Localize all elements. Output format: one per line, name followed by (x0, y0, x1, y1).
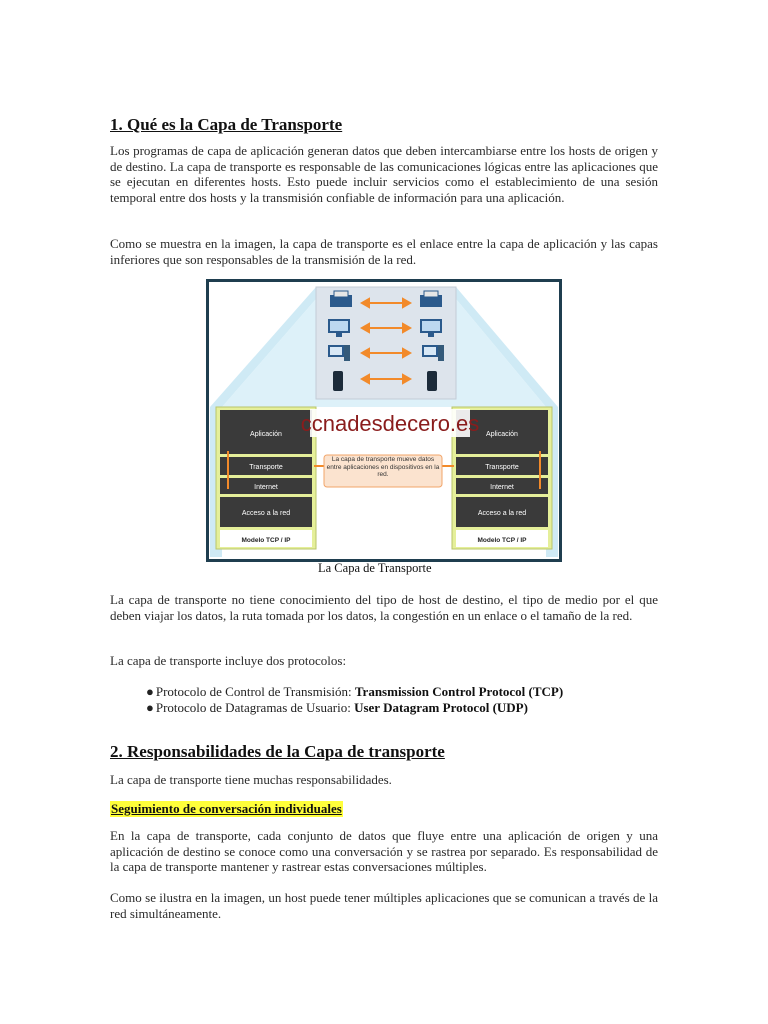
list-item-text: Protocolo de Control de Transmisión: (155, 684, 355, 699)
paragraph-2: Como se muestra en la imagen, la capa de transporte es el enlace entre la capa de aplicación y las capas inferiores que son responsables de la transmisión de la red. (110, 236, 658, 267)
list-item (146, 684, 563, 700)
paragraph-7: Como se ilustra en la imagen, un host puede tener múltiples aplicaciones que se comunican a través de la red simultáneamente. (110, 890, 658, 921)
figure-caption: La Capa de Transporte (318, 561, 432, 575)
right-label-application: Aplicación (486, 431, 518, 438)
list-item-bold: User Datagram Protocol (UDP) (354, 700, 528, 715)
paragraph-6: En la capa de transporte, cada conjunto de datos que fluye entre una aplicación de origen y una aplicación de destino se conoce como una conversación y se rastrea por separado. Es responsabilidad de la capa de transporte mantener y rastrear estas conversaciones múltiples. (110, 828, 658, 875)
list-item-text: Protocolo de Datagramas de Usuario: (155, 700, 355, 715)
callout-text: La capa de transporte mueve datos entre aplicaciones en dispositivos en la red. (326, 456, 440, 478)
left-label-network-access: Acceso a la red (241, 510, 291, 517)
right-label-network-access: Acceso a la red (477, 510, 527, 517)
list-item-bold: Transmission Control Protocol (TCP) (354, 684, 564, 699)
transport-layer-figure (206, 279, 562, 562)
left-label-application: Aplicación (250, 431, 282, 438)
transport-diagram (206, 279, 562, 562)
bullet-icon: ● (146, 700, 154, 715)
paragraph-1: Los programas de capa de aplicación generan datos que deben intercambiarse entre los hosts de origen y de destino. La capa de transporte es responsable de las comunicaciones lógicas entre las aplicaciones que se ejecutan en diferentes hosts. Esto puede incluir servicios como el establecimiento de una sesión temporal entre dos hosts y la transmisión confiable de información para una aplicación. (110, 143, 658, 205)
right-label-transport: Transporte (485, 464, 519, 471)
bullet-icon: ● (146, 684, 154, 699)
paragraph-5: La capa de transporte tiene muchas responsabilidades. (110, 772, 392, 787)
left-label-internet: Internet (254, 484, 278, 491)
paragraph-4: La capa de transporte incluye dos protocolos: (110, 653, 347, 668)
right-model-label: Modelo TCP / IP (477, 537, 527, 544)
watermark-text: ccnadesdecero.es (300, 411, 480, 436)
heading-section-1: 1. Qué es la Capa de Transporte (110, 115, 343, 134)
paragraph-3: La capa de transporte no tiene conocimiento del tipo de host de destino, el tipo de medio por el que deben viajar los datos, la ruta tomada por los datos, la congestión en un enlace o el tamaño de la red. (110, 592, 658, 623)
protocol-list (146, 684, 563, 716)
phone-icon-left (333, 371, 343, 391)
left-model-label: Modelo TCP / IP (241, 537, 291, 544)
highlighted-subheading: Seguimiento de conversación individuales (111, 801, 342, 816)
phone-icon-right (427, 371, 437, 391)
list-item (146, 700, 563, 716)
heading-section-2: 2. Responsabilidades de la Capa de transporte (110, 742, 445, 761)
left-label-transport: Transporte (249, 464, 283, 471)
right-label-internet: Internet (490, 484, 514, 491)
